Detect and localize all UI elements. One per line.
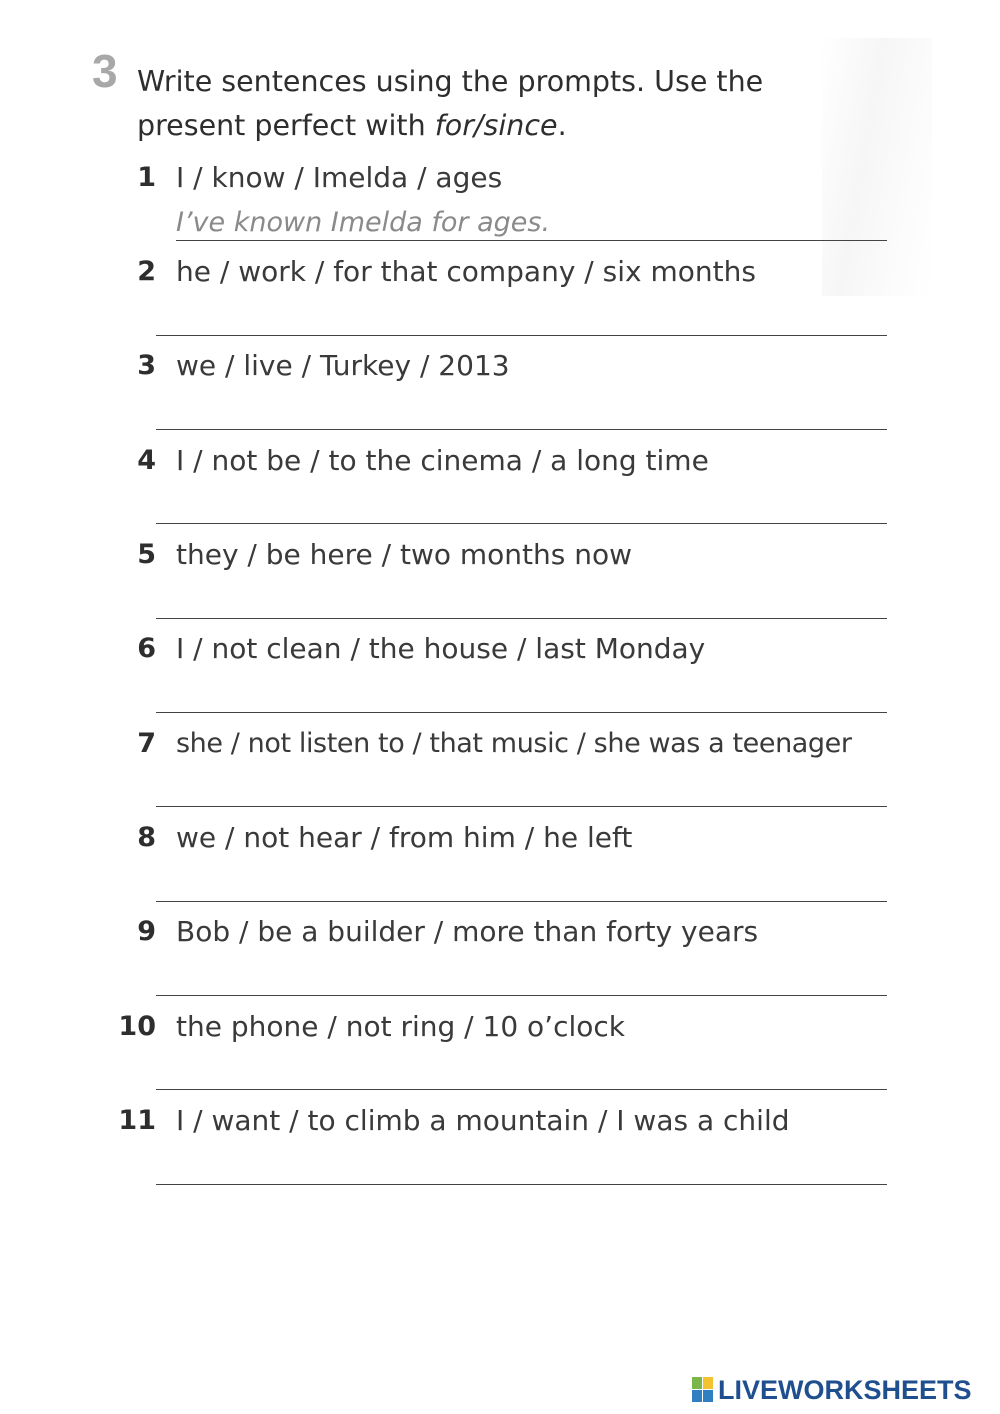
instruction-prefix: present perfect with (137, 109, 435, 142)
answer-line[interactable] (156, 712, 887, 713)
instruction-line-1: Write sentences using the prompts. Use the (137, 65, 764, 98)
item-prompt: I / know / Imelda / ages (176, 161, 503, 194)
answer-line[interactable] (156, 618, 887, 619)
item-prompt: Bob / be a builder / more than forty years (176, 915, 759, 948)
item-prompt: she / not listen to / that music / she was a teenager (176, 728, 852, 759)
page-fold-shadow (822, 38, 932, 296)
item-number: 3 (137, 350, 156, 381)
answer-line[interactable] (176, 240, 887, 241)
item-prompt: he / work / for that company / six months (176, 255, 756, 288)
liveworksheets-logo-icon (692, 1377, 714, 1403)
item-number: 1 (137, 162, 156, 193)
exercise-number: 3 (92, 45, 118, 97)
item-prompt: we / not hear / from him / he left (176, 821, 633, 854)
item-prompt: they / be here / two months now (176, 538, 633, 571)
answer-line[interactable] (156, 429, 887, 430)
answer-line[interactable] (156, 335, 887, 336)
liveworksheets-brand[interactable] (692, 1374, 972, 1406)
item-number: 5 (137, 539, 156, 570)
instruction-suffix: . (557, 109, 567, 142)
example-answer: I’ve known Imelda for ages. (176, 207, 551, 238)
item-number: 7 (137, 728, 156, 759)
answer-line[interactable] (156, 995, 887, 996)
brand-name: LIVEWORKSHEETS (718, 1374, 972, 1405)
item-number: 9 (137, 916, 156, 947)
answer-line[interactable] (156, 901, 887, 902)
item-number: 6 (137, 633, 156, 664)
item-prompt: we / live / Turkey / 2013 (176, 349, 510, 382)
answer-line[interactable] (156, 1089, 887, 1090)
exercise-instruction (137, 60, 837, 148)
item-prompt: the phone / not ring / 10 o’clock (176, 1010, 625, 1043)
item-prompt: I / want / to climb a mountain / I was a child (176, 1104, 790, 1137)
item-number: 4 (137, 445, 156, 476)
item-prompt: I / not clean / the house / last Monday (176, 632, 706, 665)
instruction-italic-for-since: for/since (434, 109, 558, 142)
item-number: 10 (118, 1011, 156, 1042)
answer-line[interactable] (156, 1184, 887, 1185)
answer-line[interactable] (156, 523, 887, 524)
answer-line[interactable] (156, 806, 887, 807)
item-number: 8 (137, 822, 156, 853)
instruction-line-2 (137, 104, 837, 148)
item-prompt: I / not be / to the cinema / a long time (176, 444, 709, 477)
item-number: 11 (118, 1105, 156, 1136)
item-number: 2 (137, 256, 156, 287)
